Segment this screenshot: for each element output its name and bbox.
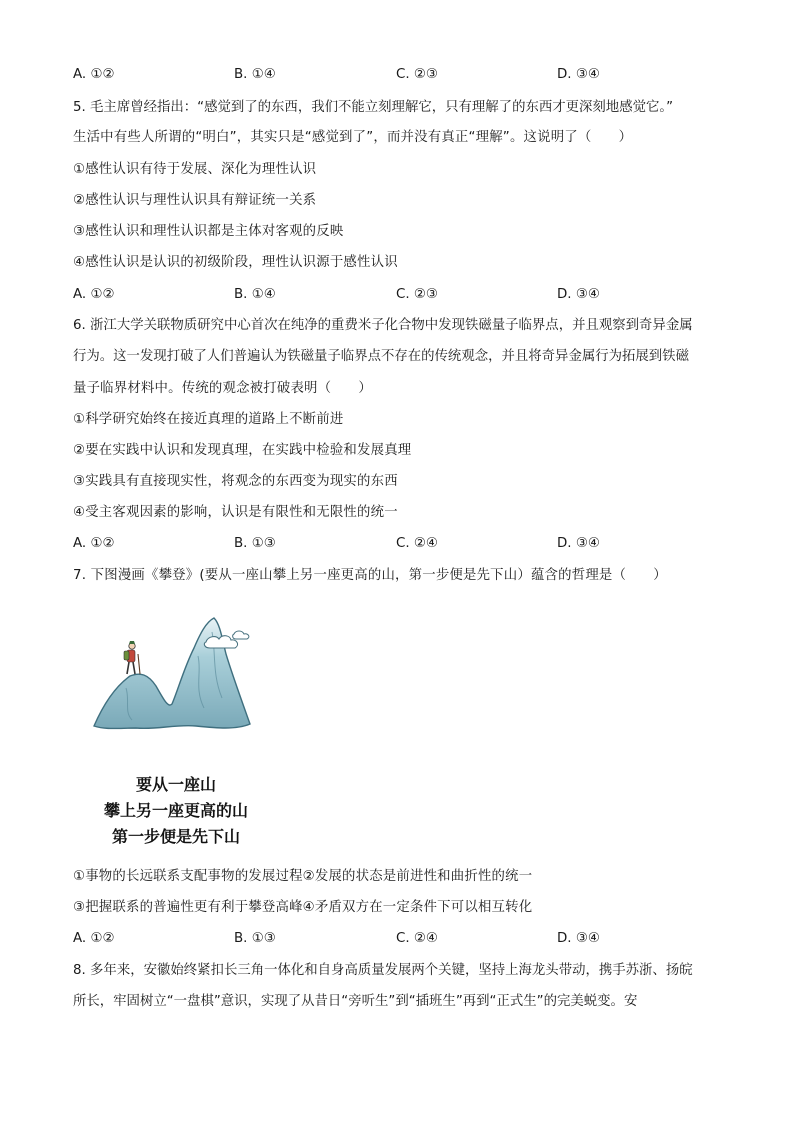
q7-stem: 7. 下图漫画《攀登》(要从一座山攀上另一座更高的山，第一步便是先下山）蕴含的哲理是（ ） xyxy=(73,568,667,583)
q6-option-a: A. ①② xyxy=(73,536,115,551)
q5-option-c: C. ②③ xyxy=(396,287,438,302)
hiker-icon xyxy=(124,641,140,674)
q5-statement-4: ④感性认识是认识的初级阶段，理性认识源于感性认识 xyxy=(73,255,398,270)
q8-stem-line2: 所长，牢固树立“一盘棋”意识，实现了从昔日“旁听生”到“插班生”再到“正式生”的完美蜕变。安 xyxy=(73,994,638,1009)
q7-statements-line2: ③把握联系的普遍性更有利于攀登高峰④矛盾双方在一定条件下可以相互转化 xyxy=(73,900,533,915)
cartoon-caption-line1: 要从一座山 xyxy=(135,775,216,794)
q6-option-b: B. ①③ xyxy=(234,536,276,551)
cartoon-caption-line3: 第一步便是先下山 xyxy=(111,827,240,846)
q7-option-c: C. ②④ xyxy=(396,931,438,946)
q7-option-b: B. ①③ xyxy=(234,931,276,946)
q8-stem-line1: 8. 多年来，安徽始终紧扣长三角一体化和自身高质量发展两个关键，坚持上海龙头带动，携手苏浙、扬皖 xyxy=(73,963,693,978)
q6-stem-line3: 量子临界材料中。传统的观念被打破表明（ ） xyxy=(73,381,372,396)
climbing-cartoon xyxy=(86,608,266,858)
q7-option-d: D. ③④ xyxy=(557,931,600,946)
q6-statement-2: ②要在实践中认识和发现真理，在实践中检验和发展真理 xyxy=(73,443,412,458)
cartoon-caption-line2: 攀上另一座更高的山 xyxy=(103,801,248,820)
q7-statements-line1: ①事物的长远联系支配事物的发展过程②发展的状态是前进性和曲折性的统一 xyxy=(73,869,533,884)
q6-stem-line2: 行为。这一发现打破了人们普遍认为铁磁量子临界点不存在的传统观念，并且将奇异金属行为拓展到铁磁 xyxy=(73,349,689,364)
q4-option-b: B. ①④ xyxy=(234,67,276,82)
q5-stem-line1: 5. 毛主席曾经指出：“感觉到了的东西，我们不能立刻理解它，只有理解了的东西才更深刻地感觉它。” xyxy=(73,100,674,115)
q7-option-a: A. ①② xyxy=(73,931,115,946)
q4-option-d: D. ③④ xyxy=(557,67,600,82)
q5-statement-3: ③感性认识和理性认识都是主体对客观的反映 xyxy=(73,224,344,239)
q6-statement-3: ③实践具有直接现实性，将观念的东西变为现实的东西 xyxy=(73,474,398,489)
mountain-shape xyxy=(94,618,250,729)
q6-statement-4: ④受主客观因素的影响，认识是有限性和无限性的统一 xyxy=(73,505,398,520)
q5-option-d: D. ③④ xyxy=(557,287,600,302)
mountain-illustration xyxy=(86,608,266,768)
q5-statement-2: ②感性认识与理性认识具有辩证统一关系 xyxy=(73,193,317,208)
q4-option-c: C. ②③ xyxy=(396,67,438,82)
q6-option-d: D. ③④ xyxy=(557,536,600,551)
q5-stem-line2: 生活中有些人所谓的“明白”，其实只是“感觉到了”，而并没有真正“理解”。这说明了（ ） xyxy=(73,130,633,145)
q5-option-a: A. ①② xyxy=(73,287,115,302)
q4-option-a: A. ①② xyxy=(73,67,115,82)
q6-option-c: C. ②④ xyxy=(396,536,438,551)
q5-option-b: B. ①④ xyxy=(234,287,276,302)
q6-stem-line1: 6. 浙江大学关联物质研究中心首次在纯净的重费米子化合物中发现铁磁量子临界点，并且观察到奇异金属 xyxy=(73,318,693,333)
q5-statement-1: ①感性认识有待于发展、深化为理性认识 xyxy=(73,162,317,177)
q6-statement-1: ①科学研究始终在接近真理的道路上不断前进 xyxy=(73,412,344,427)
